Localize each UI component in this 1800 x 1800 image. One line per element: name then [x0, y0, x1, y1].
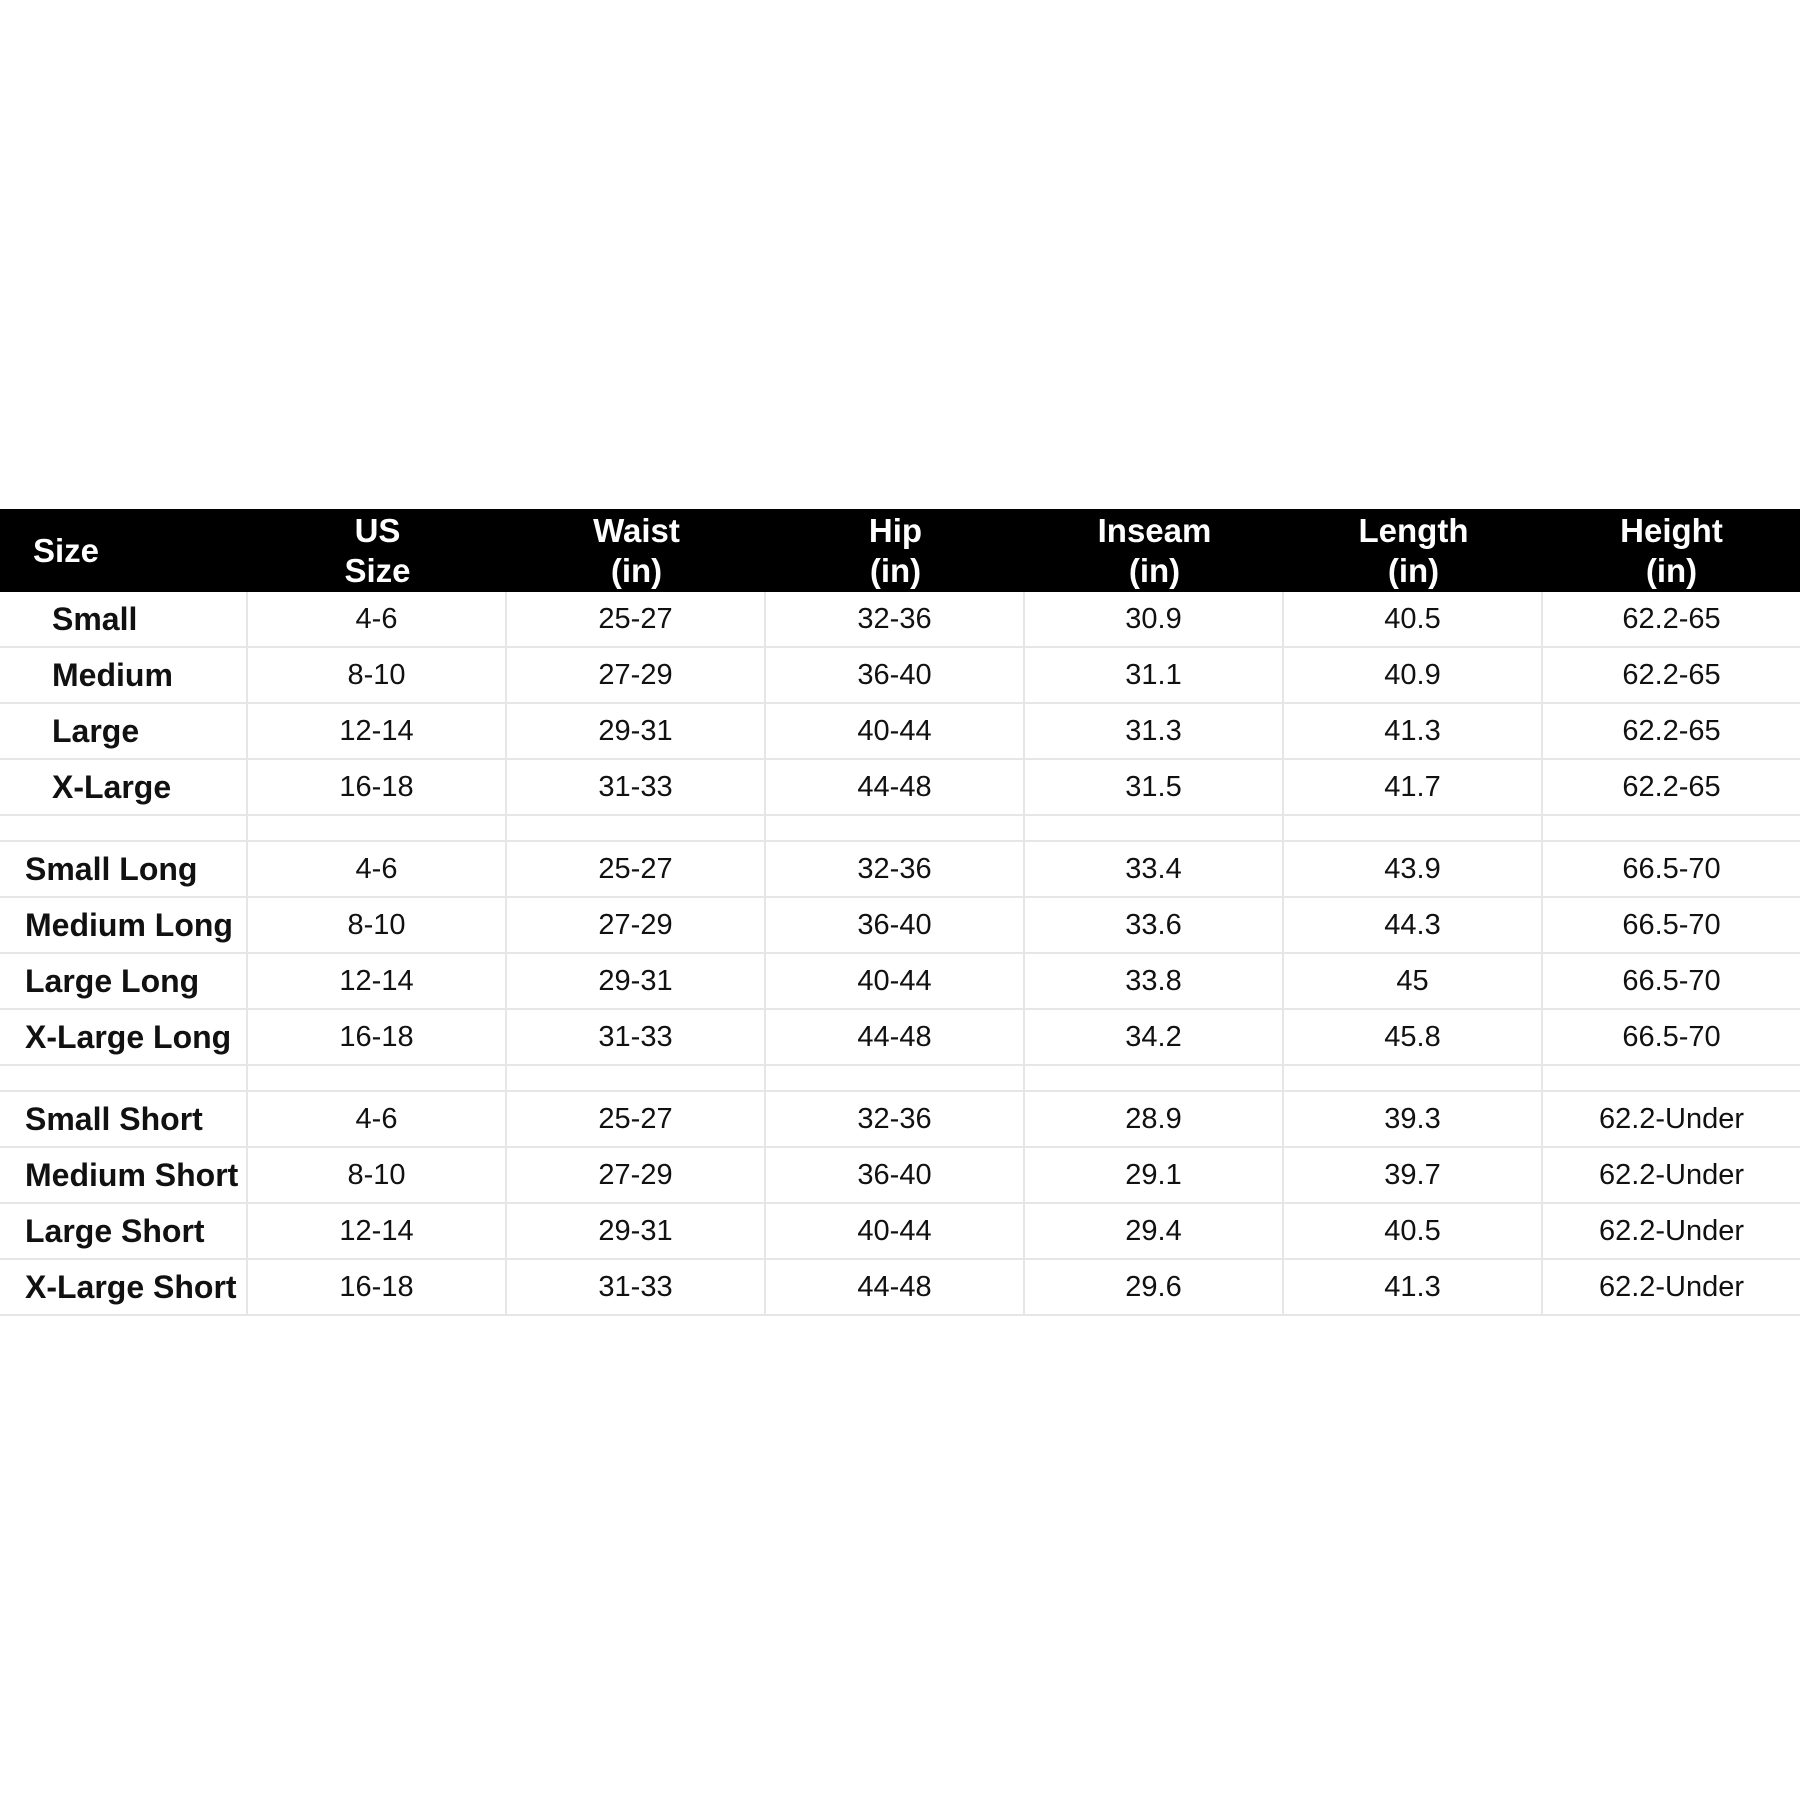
column-header	[507, 509, 766, 592]
table-cell: 12-14	[248, 704, 507, 758]
table-cell: 33.8	[1025, 954, 1284, 1008]
empty-cell	[248, 816, 507, 840]
table-cell: 36-40	[766, 1148, 1025, 1202]
size-name-cell: X-Large Long	[0, 1010, 248, 1064]
empty-cell	[248, 1066, 507, 1090]
table-row	[0, 1010, 1800, 1066]
table-cell: 29.6	[1025, 1260, 1284, 1314]
table-cell: 62.2-Under	[1598, 1158, 1745, 1191]
column-header	[1543, 509, 1800, 592]
table-cell: 4-6	[248, 1092, 507, 1146]
table-cell: 66.5-70	[1622, 964, 1721, 997]
table-body	[0, 592, 1800, 1316]
table-row	[0, 648, 1800, 704]
table-row	[0, 1092, 1800, 1148]
table-cell: 32-36	[766, 842, 1025, 896]
column-header-text: (in)	[869, 551, 922, 589]
table-cell: 29-31	[507, 1204, 766, 1258]
column-header	[1025, 509, 1284, 592]
column-header-text: Height	[1620, 511, 1723, 549]
table-cell: 16-18	[248, 760, 507, 814]
column-header-text: (in)	[1645, 551, 1698, 589]
column-header	[766, 509, 1025, 592]
column-header	[0, 509, 248, 592]
table-cell: 44-48	[766, 1010, 1025, 1064]
column-header-text: Hip	[868, 511, 923, 549]
table-cell: 25-27	[507, 592, 766, 646]
table-row	[0, 842, 1800, 898]
size-name-cell: X-Large	[0, 760, 248, 814]
table-cell: 39.7	[1284, 1148, 1543, 1202]
table-cell: 45	[1284, 954, 1543, 1008]
table-cell: 31.3	[1025, 704, 1284, 758]
empty-cell	[1284, 816, 1543, 840]
size-name-cell: X-Large Short	[0, 1260, 248, 1314]
table-row	[0, 704, 1800, 760]
table-cell: 62.2-65	[1622, 602, 1721, 635]
table-cell: 62.2-Under	[1598, 1102, 1745, 1135]
table-cell: 32-36	[766, 592, 1025, 646]
table-cell: 29.4	[1025, 1204, 1284, 1258]
size-name-cell: Large	[0, 704, 248, 758]
column-header-text: Inseam	[1097, 511, 1212, 549]
table-cell: 36-40	[766, 898, 1025, 952]
table-cell: 32-36	[766, 1092, 1025, 1146]
table-cell: 41.3	[1284, 704, 1543, 758]
empty-cell	[1543, 1066, 1800, 1090]
empty-cell	[1025, 816, 1284, 840]
column-header-text: Size	[344, 551, 411, 589]
table-cell: 29-31	[507, 704, 766, 758]
table-cell: 16-18	[248, 1010, 507, 1064]
table-cell: 41.3	[1284, 1260, 1543, 1314]
size-name-cell: Small Long	[0, 842, 248, 896]
table-cell: 44-48	[766, 1260, 1025, 1314]
table-cell: 8-10	[248, 1148, 507, 1202]
table-cell: 40-44	[766, 1204, 1025, 1258]
empty-cell	[0, 816, 248, 840]
table-cell: 34.2	[1025, 1010, 1284, 1064]
size-name-cell: Small	[0, 592, 248, 646]
table-cell: 29.1	[1025, 1148, 1284, 1202]
table-cell: 40.5	[1284, 592, 1543, 646]
table-cell: 27-29	[507, 648, 766, 702]
table-cell: 27-29	[507, 898, 766, 952]
column-header-text: Size	[33, 531, 100, 569]
table-cell: 31-33	[507, 1010, 766, 1064]
table-cell: 40.9	[1284, 648, 1543, 702]
table-cell: 40-44	[766, 704, 1025, 758]
empty-cell	[766, 1066, 1025, 1090]
table-cell: 39.3	[1284, 1092, 1543, 1146]
table-cell: 16-18	[248, 1260, 507, 1314]
table-cell: 33.6	[1025, 898, 1284, 952]
table-row	[0, 898, 1800, 954]
table-row	[0, 1260, 1800, 1316]
size-chart	[0, 509, 1800, 1316]
table-cell: 44.3	[1284, 898, 1543, 952]
table-cell: 45.8	[1284, 1010, 1543, 1064]
table-cell: 43.9	[1284, 842, 1543, 896]
table-cell: 25-27	[507, 842, 766, 896]
empty-cell	[1543, 816, 1800, 840]
table-cell: 36-40	[766, 648, 1025, 702]
table-cell: 40.5	[1284, 1204, 1543, 1258]
empty-cell	[507, 1066, 766, 1090]
empty-cell	[1284, 1066, 1543, 1090]
table-cell: 62.2-65	[1622, 658, 1721, 691]
column-header-text: Waist	[593, 511, 680, 549]
table-row	[0, 954, 1800, 1010]
table-cell: 62.2-65	[1622, 714, 1721, 747]
table-row	[0, 1204, 1800, 1260]
table-cell: 4-6	[248, 842, 507, 896]
size-name-cell: Medium Long	[0, 898, 248, 952]
size-name-cell: Large Short	[0, 1204, 248, 1258]
table-cell: 31-33	[507, 1260, 766, 1314]
size-name-cell: Medium	[0, 648, 248, 702]
table-cell: 29-31	[507, 954, 766, 1008]
table-cell: 27-29	[507, 1148, 766, 1202]
column-header	[1284, 509, 1543, 592]
group-spacer-row	[0, 816, 1800, 842]
size-name-cell: Medium Short	[0, 1148, 248, 1202]
column-header-text: Length	[1358, 511, 1469, 549]
table-cell: 31.5	[1025, 760, 1284, 814]
empty-cell	[507, 816, 766, 840]
table-row	[0, 592, 1800, 648]
table-cell: 62.2-65	[1622, 770, 1721, 803]
table-cell: 66.5-70	[1622, 908, 1721, 941]
table-cell: 31-33	[507, 760, 766, 814]
empty-cell	[766, 816, 1025, 840]
empty-cell	[1025, 1066, 1284, 1090]
table-cell: 44-48	[766, 760, 1025, 814]
column-header-text: (in)	[610, 551, 663, 589]
table-cell: 25-27	[507, 1092, 766, 1146]
table-row	[0, 1148, 1800, 1204]
table-cell: 12-14	[248, 954, 507, 1008]
table-cell: 62.2-Under	[1598, 1270, 1745, 1303]
table-cell: 4-6	[248, 592, 507, 646]
table-cell: 66.5-70	[1622, 1020, 1721, 1053]
table-cell: 62.2-Under	[1598, 1214, 1745, 1247]
column-header-text: (in)	[1387, 551, 1440, 589]
table-cell: 41.7	[1284, 760, 1543, 814]
table-cell: 12-14	[248, 1204, 507, 1258]
column-header-text: (in)	[1128, 551, 1181, 589]
column-header	[248, 509, 507, 592]
table-cell: 8-10	[248, 898, 507, 952]
table-cell: 66.5-70	[1622, 852, 1721, 885]
table-cell: 28.9	[1025, 1092, 1284, 1146]
size-name-cell: Large Long	[0, 954, 248, 1008]
table-cell: 40-44	[766, 954, 1025, 1008]
table-row	[0, 760, 1800, 816]
table-cell: 30.9	[1025, 592, 1284, 646]
table-cell: 31.1	[1025, 648, 1284, 702]
empty-cell	[0, 1066, 248, 1090]
size-name-cell: Small Short	[0, 1092, 248, 1146]
group-spacer-row	[0, 1066, 1800, 1092]
table-header	[0, 509, 1800, 592]
column-header-text: US	[354, 511, 401, 549]
table-cell: 8-10	[248, 648, 507, 702]
table-cell: 33.4	[1025, 842, 1284, 896]
